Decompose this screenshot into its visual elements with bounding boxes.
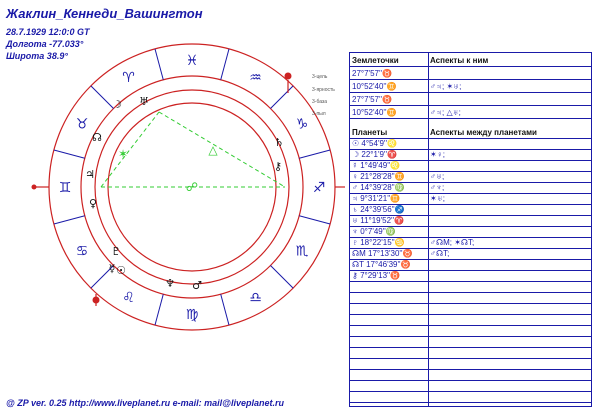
points-header: Землеточки xyxy=(352,56,399,65)
sign-divider xyxy=(155,294,163,325)
planets-header: Планеты xyxy=(352,128,388,137)
planet-glyph: ♇ xyxy=(111,245,121,258)
zodiac-sign-glyph: ♈ xyxy=(122,70,135,87)
sign-divider xyxy=(54,150,85,158)
point-value: 27°7'57''♉ xyxy=(352,69,392,78)
sign-divider xyxy=(91,86,114,109)
footer-credits: @ ZP ver. 0.25 http://www.liveplanet.ru e-mail: mail@liveplanet.ru xyxy=(6,398,284,408)
planet-glyph: ☿ xyxy=(108,262,116,275)
planet-aspects: ♂☊T; xyxy=(430,249,450,258)
planet-value: ☉ 4°54'9''♌ xyxy=(352,139,397,148)
point-label-2: 3-ярность xyxy=(312,87,335,93)
point-label-4: 3-пыл xyxy=(312,111,326,117)
zodiac-sign-glyph: ♒ xyxy=(249,70,262,87)
planet-aspects: ♂☊M; ✶☊T; xyxy=(430,238,475,247)
aspect-glyph: △ xyxy=(208,143,218,157)
planet-glyph: ♆ xyxy=(165,277,175,290)
planet-glyph: ⚷ xyxy=(273,160,283,173)
sign-divider xyxy=(221,294,229,325)
zodiac-sign-glyph: ♋ xyxy=(75,243,89,260)
aspect-glyph: ✶ xyxy=(117,147,129,161)
point-value: 27°7'57''♉ xyxy=(352,95,392,104)
planet-glyph: ♄ xyxy=(274,136,284,149)
aspect-glyph: ☍ xyxy=(185,180,199,194)
planet-glyph: ♅ xyxy=(139,95,149,108)
planet-glyph: ☊ xyxy=(92,131,102,144)
mc-marker xyxy=(285,73,292,80)
planet-glyph: ♀ xyxy=(88,197,98,210)
aspect-line xyxy=(159,112,285,187)
sign-divider xyxy=(299,150,330,158)
point-label-3: 3-база xyxy=(312,99,327,105)
ic-marker xyxy=(93,297,100,304)
table-row xyxy=(350,68,591,80)
zodiac-sign-glyph: ♍ xyxy=(185,307,199,323)
sign-divider xyxy=(270,86,293,109)
planet-value: ♄ 24°39'56''♐ xyxy=(352,205,405,214)
zodiac-sign-glyph: ♉ xyxy=(75,116,89,133)
sign-divider xyxy=(221,49,229,80)
planet-value: ☊M 17°13'30''♉ xyxy=(352,249,413,258)
point-value: 10°52'40''♊ xyxy=(352,82,397,91)
planet-value: ♅ 11°19'52''♈ xyxy=(352,216,405,225)
planet-glyph: ☉ xyxy=(116,264,126,277)
planet-glyph: ♂ xyxy=(192,279,202,292)
sign-divider xyxy=(155,49,163,80)
point-value: 10°52'40''♊ xyxy=(352,108,397,117)
planet-value: ♂ 14°39'28''♍ xyxy=(352,183,405,192)
aspect-line xyxy=(101,112,159,187)
asc-marker xyxy=(32,185,37,190)
planet-aspects: ✶♅; xyxy=(430,194,445,203)
points-header-row xyxy=(350,55,591,67)
sign-divider xyxy=(270,265,293,288)
sign-divider xyxy=(54,216,85,224)
planet-value: ☽ 22°1'9''♈ xyxy=(352,150,397,159)
planet-aspects: ✶♀; xyxy=(430,150,445,159)
table-row xyxy=(350,391,591,403)
zodiac-sign-glyph: ♏ xyxy=(295,243,309,260)
point-aspects: ♂♃; △♅; xyxy=(430,108,461,117)
table-row xyxy=(350,94,591,106)
planet-aspects-header: Аспекты между планетами xyxy=(430,128,537,137)
table-row xyxy=(350,81,591,93)
latitude-label: Широта 38.9° xyxy=(6,51,68,61)
planet-value: ⚷ 7°29'13''♉ xyxy=(352,271,401,280)
point-aspects: ♂♃; ✶♅; xyxy=(430,82,462,91)
points-aspects-header: Аспекты к ним xyxy=(430,56,489,65)
sign-divider xyxy=(299,216,330,224)
zodiac-sign-glyph: ♓ xyxy=(185,53,199,69)
planet-glyph: ♃ xyxy=(85,168,95,181)
planet-value: ☊T 17°46'39''♉ xyxy=(352,260,411,269)
planet-value: ♆ 0°7'49''♍ xyxy=(352,227,396,236)
planet-aspects: ♂♅; xyxy=(430,172,445,181)
data-table xyxy=(349,52,592,407)
zodiac-sign-glyph: ♎ xyxy=(249,289,262,306)
zodiac-sign-glyph: ♑ xyxy=(295,116,309,133)
planet-value: ♇ 18°22'15''♋ xyxy=(352,238,405,247)
zodiac-sign-glyph: ♊ xyxy=(58,180,72,196)
zodiac-sign-glyph: ♐ xyxy=(312,180,326,196)
chart-title: Жаклин_Кеннеди_Вашингтон xyxy=(6,6,203,21)
planet-value: ♀ 21°28'28''♊ xyxy=(352,172,405,181)
planet-aspects: ♂♆; xyxy=(430,183,445,192)
planet-value: ♃ 9°31'21''♊ xyxy=(352,194,401,203)
planet-value: ☿ 1°49'49''♌ xyxy=(352,161,401,170)
longitude-label: Долгота -77.033° xyxy=(6,39,84,49)
planet-glyph: ☽ xyxy=(112,98,122,111)
birth-date: 28.7.1929 12:0:0 GT xyxy=(6,27,90,37)
point-label-1: 3-цель xyxy=(312,74,328,80)
zodiac-sign-glyph: ♌ xyxy=(122,289,135,306)
table-row xyxy=(350,107,591,119)
